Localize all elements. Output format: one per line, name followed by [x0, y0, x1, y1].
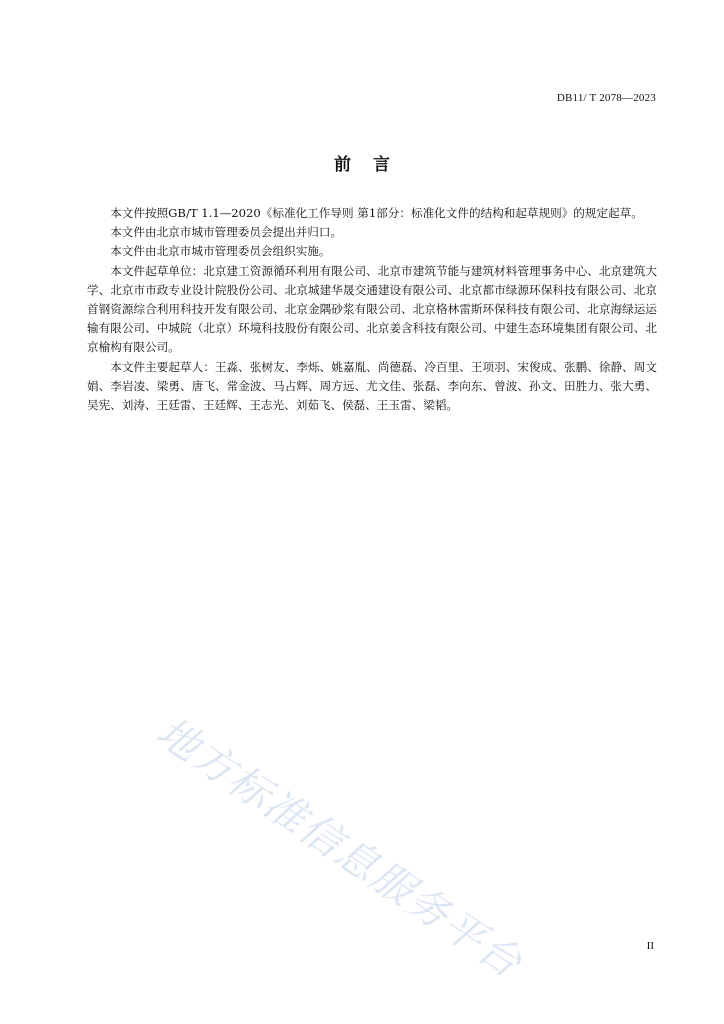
document-body — [87, 204, 657, 415]
paragraph-implemented-by: 本文件由北京市城市管理委员会组织实施。 — [110, 244, 331, 259]
paragraph-drafters: 本文件主要起草人：王淼、张树友、李烁、姚嘉胤、尚德磊、冷百里、王项羽、宋俊成、张鹏、徐静、周文娟、李岩凌、梁勇、唐飞、常金波、马占辉、周方远、尤文佳、张磊、李向东、曾波、孙文、田胜力、张大勇、吴宪、刘涛、王廷雷、王廷辉、王志光、刘茹飞、侯磊、王玉雷、梁韬。 — [87, 359, 657, 413]
paragraph-proposed-by: 本文件由北京市城市管理委员会提出并归口。 — [110, 225, 343, 240]
watermark: 地方标准信息服务平台 — [148, 707, 532, 988]
paragraph-drafting-units: 本文件起草单位：北京建工资源循环利用有限公司、北京市建筑节能与建筑材料管理事务中心、北京建筑大学、北京市市政专业设计院股份公司、北京城建华晟交通建设有限公司、北京都市绿源环保科技有限公司、北京首钢资源综合利用科技开发有限公司、北京金隅砂浆有限公司、北京格林雷斯环保科技有限公司、北京海绿运运输有限公司、中城院（北京）环境科技股份有限公司、北京姜含科技有限公司、中建生态环境集团有限公司、北京榆构有限公司。 — [87, 263, 657, 355]
page-title: 前言 — [334, 155, 412, 175]
standard-code: DB11/ T 2078—2023 — [556, 92, 656, 104]
paragraph-drafting-rules: 本文件按照GB/T 1.1—2020《标准化工作导则 第1部分：标准化文件的结构和起草规则》的规定起草。 — [110, 206, 643, 220]
page-number: II — [646, 940, 654, 952]
